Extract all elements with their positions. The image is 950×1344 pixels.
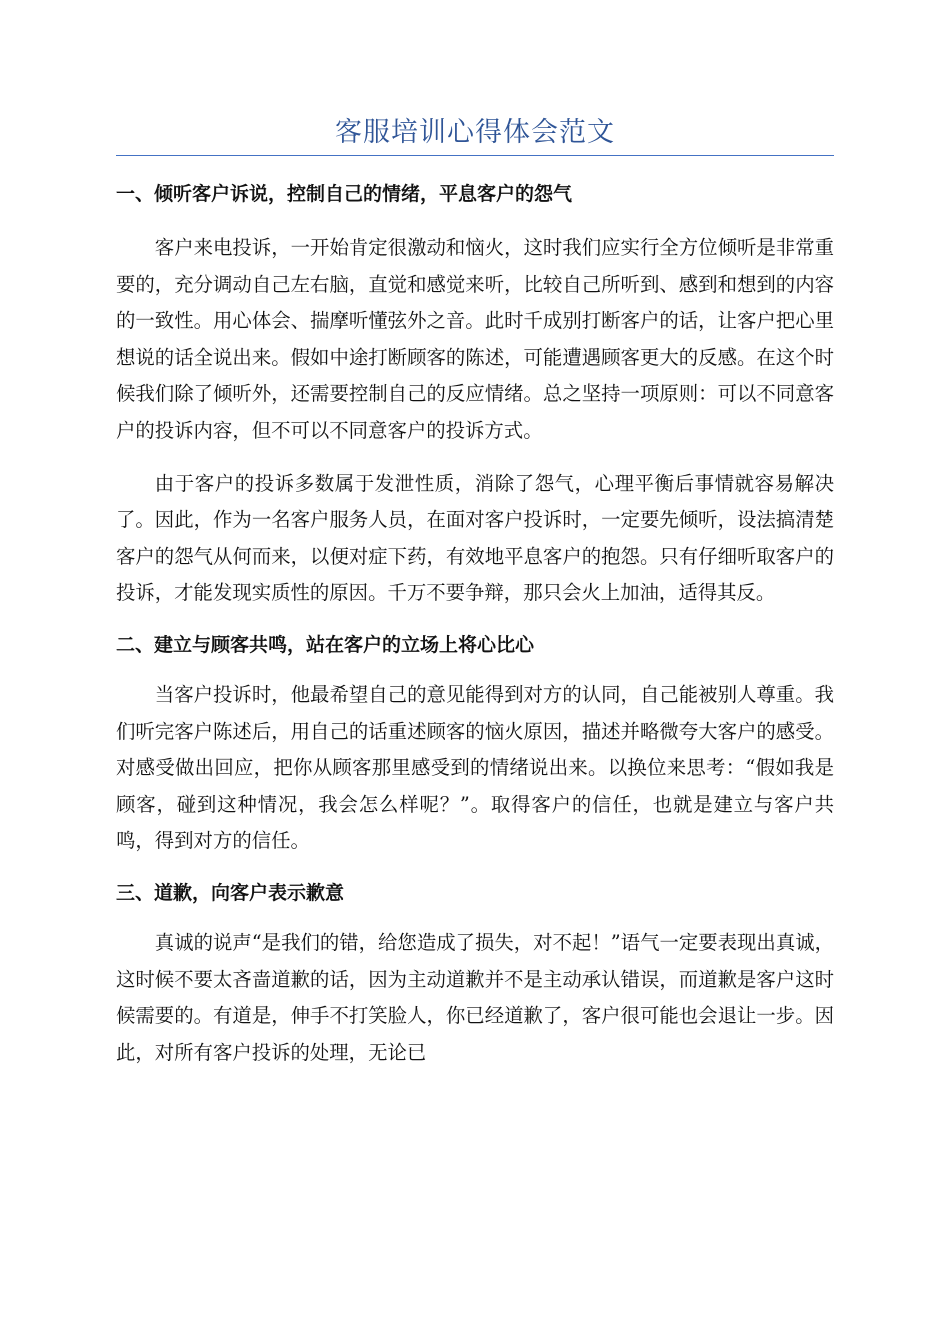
- section-heading-3: 三、道歉，向客户表示歉意: [116, 881, 345, 904]
- document-page: [116, 0, 834, 1071]
- section-1-paragraph-2: 由于客户的投诉多数属于发泄性质，消除了怨气，心理平衡后事情就容易解决了。因此，作为一名客户服务人员，在面对客户投诉时，一定要先倾听，设法搞清楚客户的怨气从何而来，以便对症下药，有效地平息客户的抱怨。只有仔细听取客户的投诉，才能发现实质性的原因。千万不要争辩，那只会火上加油，适得其反。: [116, 471, 834, 605]
- document-title: 客服培训心得体会范文: [335, 117, 615, 148]
- section-3-paragraph-1: 真诚的说声“是我们的错，给您造成了损失，对不起！”语气一定要表现出真诚，这时候不要太吝啬道歉的话，因为主动道歉并不是主动承认错误，而道歉是客户这时候需要的。有道是，伸手不打笑脸人，你已经道歉了，客户很可能也会退让一步。因此，对所有客户投诉的处理，无论已: [116, 930, 834, 1064]
- section-heading-1: 一、倾听客户诉说，控制自己的情绪，平息客户的怨气: [116, 183, 573, 205]
- section-1-paragraph-1: 客户来电投诉，一开始肯定很激动和恼火，这时我们应实行全方位倾听是非常重要的，充分调动自己左右脑，直觉和感觉来听，比较自己所听到、感到和想到的内容的一致性。用心体会、揣摩听懂弦外之音。此时千成别打断客户的话，让客户把心里想说的话全说出来。假如中途打断顾客的陈述，可能遭遇顾客更大的反感。在这个时候我们除了倾听外，还需要控制自己的反应情绪。总之坚持一项原则：可以不同意客户的投诉内容，但不可以不同意客户的投诉方式。: [116, 236, 834, 442]
- section-heading-2: 二、建立与顾客共鸣，站在客户的立场上将心比心: [116, 633, 535, 656]
- section-2-paragraph-1: 当客户投诉时，他最希望自己的意见能得到对方的认同，自己能被别人尊重。我们听完客户陈述后，用自己的话重述顾客的恼火原因，描述并略微夸大客户的感受。对感受做出回应，把你从顾客那里感受到的情绪说出来。以换位来思考：“假如我是顾客，碰到这种情况，我会怎么样呢？”。取得客户的信任，也就是建立与客户共鸣，得到对方的信任。: [116, 682, 834, 853]
- title-underline: [116, 155, 834, 156]
